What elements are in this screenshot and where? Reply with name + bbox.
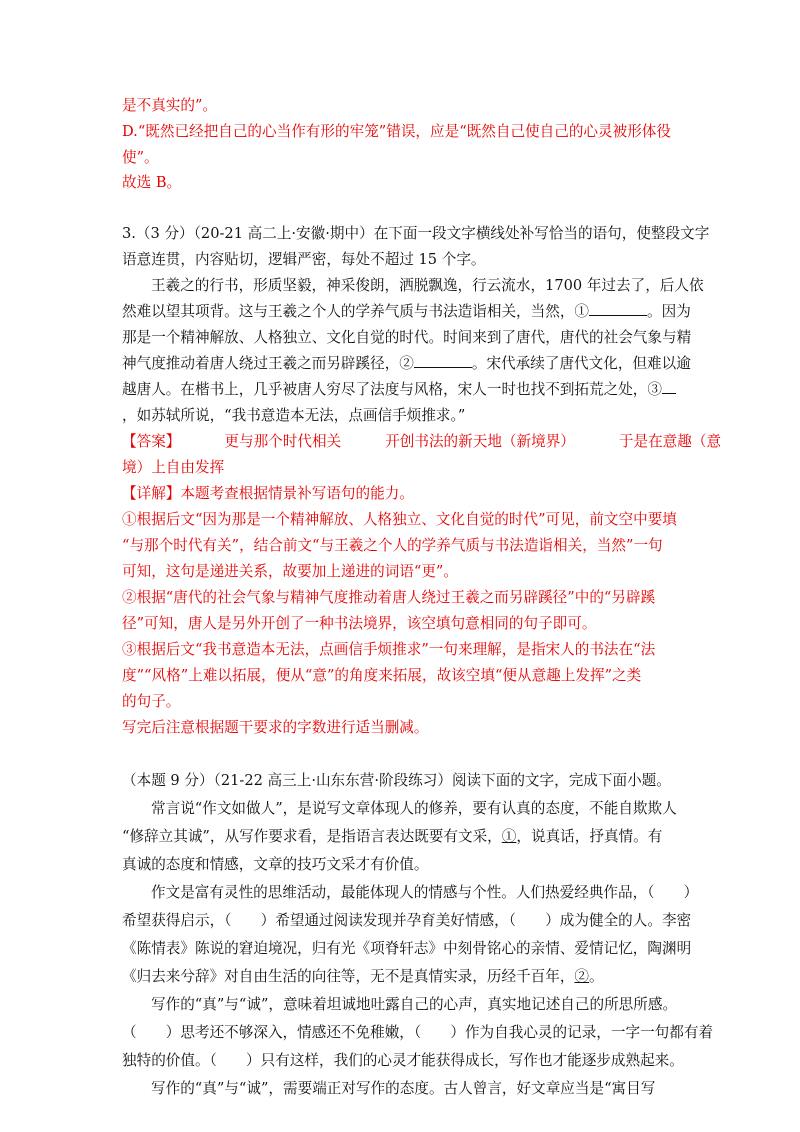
detail-line: 可知，这句是递进关系，故要加上递进的词语“更”。	[122, 563, 458, 580]
passage-line	[122, 966, 604, 988]
passage-text: 。	[589, 968, 604, 985]
detail-line: “与那个时代有关”，结合前文“与王羲之个人的学养气质与书法造诣相关，当然”一句	[122, 537, 663, 554]
passage-text: ，说真话，抒真情。有	[516, 828, 663, 845]
passage-text: 《归去来兮辞》对自由生活的向往等，无不是真情实录，历经千百年，	[122, 968, 575, 985]
passage-text: 。因为	[647, 303, 691, 320]
passage-line: ，如苏轼所说，“我书意造本无法，点画信手烦推求。”	[122, 407, 466, 424]
answer-1: 更与那个时代相关	[224, 433, 342, 450]
fill-blank-q4-1[interactable]: ①	[501, 828, 517, 845]
detail-line: ①根据后文“因为那是一个精神解放、人格独立、文化自觉的时代”可见，前文空中要填	[122, 511, 677, 528]
passage-text: 越唐人。在楷书上，几乎被唐人穷尽了法度与风格，宋人一时也找不到拓荒之处，③	[122, 381, 662, 398]
passage-text: 然难以望其项背。这与王羲之个人的学养气质与书法造诣相关，当然，①	[122, 303, 590, 320]
detail-line: ②根据“唐代的社会气象与精神气度推动着唐人绕过王羲之而另辟蹊径”中的“另辟蹊	[122, 589, 656, 606]
detail-line: 【详解】本题考查根据情景补写语句的能力。	[122, 485, 414, 502]
passage-line	[122, 301, 691, 323]
passage-line: 《陈情表》陈说的窘迫境况，归有光《项脊轩志》中刻骨铭心的亲情、爱情记忆，陶渊明	[122, 940, 692, 957]
detail-line: ③根据后文“我书意造本无法，点画信手烦推求”一句来理解，是指宋人的书法在“法	[122, 641, 656, 658]
passage-line	[122, 826, 662, 848]
question-stem: 语意连贯，内容贴切，逻辑严密，每处不超过 15 个字。	[122, 251, 486, 268]
passage-line: 独特的价值。（ ）只有这样，我们的心灵才能获得成长，写作也才能逐步成熟起来。	[122, 1052, 684, 1069]
passage-line	[122, 379, 676, 401]
answer-label: 【答案】	[122, 433, 181, 450]
answer-line: 境）上自由发挥	[122, 459, 225, 476]
fill-blank-1[interactable]	[589, 301, 647, 316]
passage-line: 王羲之的行书，形质坚毅，神采俊朗，洒脱飘逸，行云流水，1700 年过去了，后人依	[151, 277, 704, 294]
fill-blank-3[interactable]	[662, 379, 676, 394]
detail-line: 径”可知，唐人是另外开创了一种书法境界，该空填句意相同的句子即可。	[122, 615, 597, 632]
explanation-line: 故选 B。	[122, 174, 182, 191]
passage-line: 常言说“作文如做人”，是说写文章体现人的修养，要有认真的态度，不能自欺欺人	[151, 800, 677, 817]
question-stem: （本题 9 分）（21-22 高三上·山东东营·阶段练习）阅读下面的文字，完成下面小题。	[122, 772, 671, 789]
passage-text: “修辞立其诚”，从写作要求看，是指语言表达既要有文采，	[122, 828, 502, 845]
passage-line: 真诚的态度和情感，文章的技巧文采才有价值。	[122, 856, 429, 873]
fill-blank-2[interactable]	[414, 353, 472, 368]
detail-line: 的句子。	[122, 693, 181, 710]
passage-line	[122, 353, 691, 375]
passage-line: （ ）思考还不够深入，情感还不免稚嫩，（ ）作为自我心灵的记录，一字一句都有着	[122, 1024, 714, 1041]
detail-line: 写完后注意根据题干要求的字数进行适当删减。	[122, 719, 429, 736]
passage-text: 神气度推动着唐人绕过王羲之而另辟蹊径，②	[122, 355, 414, 372]
passage-line: 那是一个精神解放、人格独立、文化自觉的时代。时间来到了唐代，唐代的社会气象与精	[122, 329, 692, 346]
passage-line: 希望获得启示，（ ）希望通过阅读发现并孕育美好情感，（ ）成为健全的人。李密	[122, 912, 692, 929]
explanation-line: D.“既然已经把自己的心当作有形的牢笼”错误，应是“既然自己使自己的心灵被形体役	[122, 123, 671, 140]
fill-blank-q4-2[interactable]: ②	[574, 968, 590, 985]
answer-3: 于是在意趣（意	[618, 433, 722, 450]
passage-line: 作文是富有灵性的思维活动，最能体现人的情感与个性。人们热爱经典作品，（ ）	[151, 884, 699, 901]
answer-line	[122, 431, 721, 453]
answer-2: 开创书法的新天地（新境界）	[385, 433, 575, 450]
detail-line: 度”“风格”上难以拓展，便从“意”的角度来拓展，故该空填“便从意趣上发挥”之类	[122, 667, 642, 684]
explanation-line: 是不真实的”。	[122, 97, 218, 114]
passage-line: 写作的“真”与“诚”，需要端正对写作的态度。古人曾言，好文章应当是“寓目写	[151, 1080, 656, 1097]
passage-text: 。宋代承续了唐代文化，但难以逾	[471, 355, 691, 372]
passage-line: 写作的“真”与“诚”，意味着坦诚地吐露自己的心声，真实地记述自己的所思所感。	[151, 996, 678, 1013]
question-stem: 3.（3 分）（20-21 高二上·安徽·期中）在下面一段文字横线处补写恰当的语句，使整段文字	[122, 225, 710, 242]
explanation-line: 使”。	[122, 149, 159, 166]
